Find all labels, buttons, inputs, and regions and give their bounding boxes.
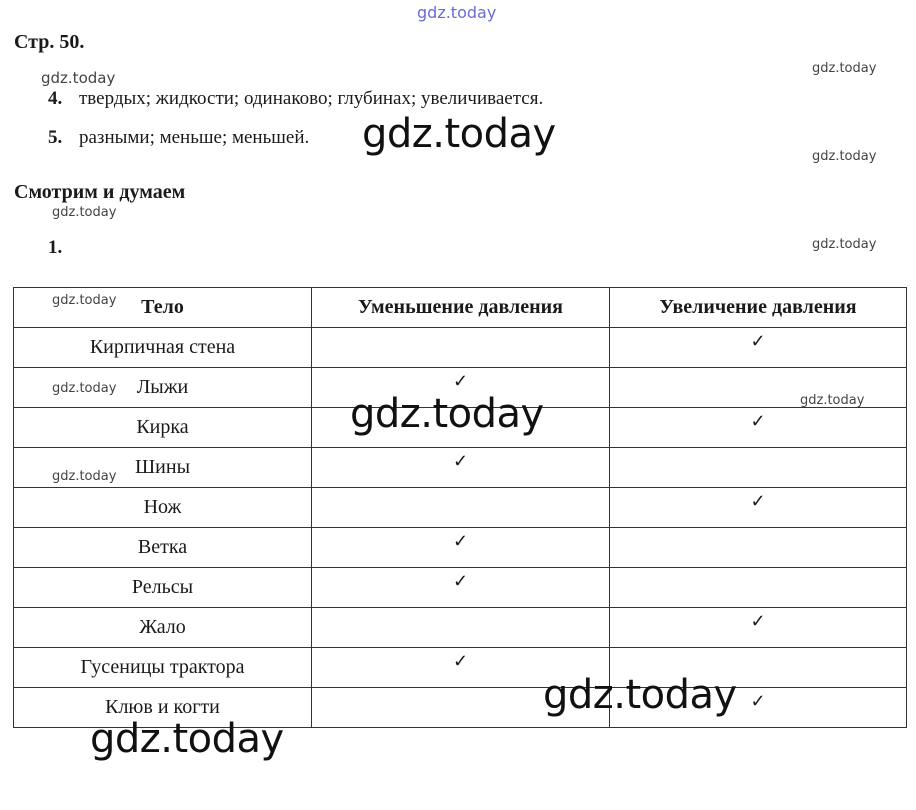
watermark-large: gdz.today (543, 672, 737, 718)
check-mark-icon: ✓ (452, 451, 469, 471)
decrease-cell (312, 488, 610, 528)
table-row (14, 528, 907, 568)
watermark-small: gdz.today (812, 149, 877, 164)
increase-cell (610, 568, 907, 608)
check-mark-icon: ✓ (750, 611, 766, 631)
body-cell: Кирка (14, 408, 312, 448)
check-mark-icon: ✓ (452, 651, 469, 671)
decrease-cell (312, 448, 610, 488)
table-row (14, 488, 907, 528)
body-cell: Гусеницы трактора (14, 648, 312, 688)
watermark-large: gdz.today (90, 716, 284, 762)
check-mark-icon: ✓ (452, 571, 469, 591)
task-number: 1. (48, 237, 63, 258)
table-header-row (14, 288, 907, 328)
header-increase: Увеличение давления (610, 288, 907, 328)
body-cell: Шины (14, 448, 312, 488)
check-mark-icon: ✓ (750, 331, 766, 351)
check-mark-icon: ✓ (750, 411, 766, 431)
check-mark-icon: ✓ (452, 371, 469, 391)
watermark-large: gdz.today (350, 391, 544, 437)
increase-cell (610, 408, 907, 448)
increase-cell (610, 528, 907, 568)
watermark-small: gdz.today (812, 61, 877, 76)
answer-number: 4. (48, 88, 63, 109)
watermark-top: gdz.today (417, 3, 497, 22)
watermark-large: gdz.today (362, 111, 556, 157)
increase-cell (610, 608, 907, 648)
increase-cell (610, 328, 907, 368)
decrease-cell (312, 568, 610, 608)
watermark-small: gdz.today (41, 69, 116, 87)
section-title: Смотрим и думаем (14, 181, 186, 203)
answer-text: твердых; жидкости; одинаково; глубинах; увеличивается. (79, 88, 544, 109)
watermark-small: gdz.today (52, 469, 117, 484)
page-reference: Стр. 50. (14, 31, 85, 53)
decrease-cell (312, 608, 610, 648)
answer-line-5 (48, 127, 309, 149)
table-row (14, 568, 907, 608)
table-row (14, 448, 907, 488)
body-cell: Нож (14, 488, 312, 528)
watermark-small: gdz.today (800, 393, 865, 408)
watermark-small: gdz.today (52, 293, 117, 308)
table-row (14, 648, 907, 688)
header-body: Тело (14, 288, 312, 328)
pressure-table (13, 287, 907, 728)
body-cell: Лыжи (14, 368, 312, 408)
check-mark-icon: ✓ (750, 491, 766, 511)
body-cell: Ветка (14, 528, 312, 568)
decrease-cell (312, 528, 610, 568)
body-cell: Кирпичная стена (14, 328, 312, 368)
table-row (14, 328, 907, 368)
watermark-small: gdz.today (52, 205, 117, 220)
decrease-cell (312, 328, 610, 368)
header-decrease: Уменьшение давления (312, 288, 610, 328)
check-mark-icon: ✓ (750, 691, 766, 711)
check-mark-icon: ✓ (452, 531, 469, 551)
watermark-small: gdz.today (52, 381, 117, 396)
body-cell: Жало (14, 608, 312, 648)
table-row (14, 608, 907, 648)
answer-line-4 (48, 88, 543, 110)
answer-text: разными; меньше; меньшей. (79, 127, 310, 148)
increase-cell (610, 448, 907, 488)
increase-cell (610, 488, 907, 528)
answer-number: 5. (48, 127, 63, 148)
watermark-small: gdz.today (812, 237, 877, 252)
body-cell: Рельсы (14, 568, 312, 608)
body-cell: Клюв и когти (14, 688, 312, 728)
